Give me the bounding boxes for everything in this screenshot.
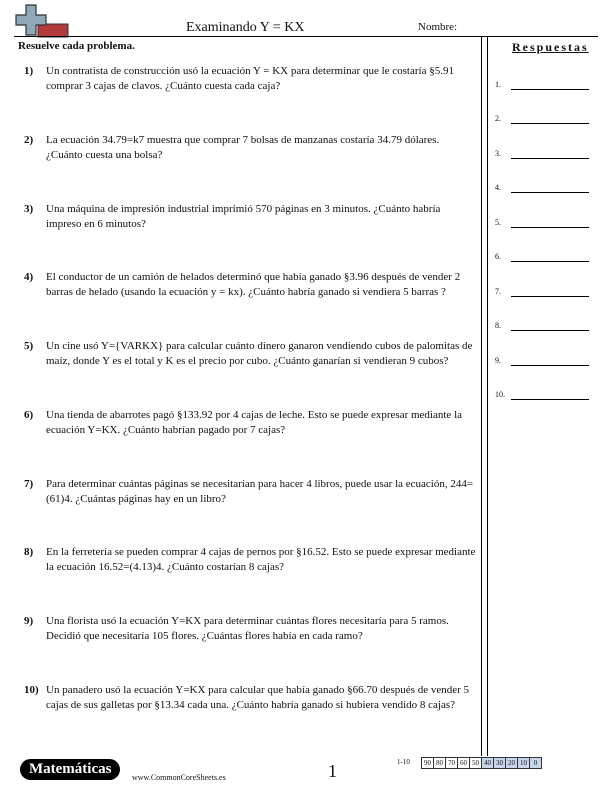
problem-text: Una máquina de impresión industrial imprimió 570 páginas en 3 minutos. ¿Cuánto habría impreso en 6 minutos? (46, 203, 441, 230)
score-cell: 20 (505, 757, 518, 769)
site-url: www.CommonCoreSheets.es (132, 773, 226, 782)
problem-number: 7) (24, 478, 34, 490)
score-table (398, 757, 542, 769)
problem-text: Para determinar cuántas páginas se necesitarían para hacer 4 libros, puede usar la ecuación, 244=(61)4. ¿Cuántas páginas hay en un libro? (46, 478, 474, 505)
answer-line[interactable] (511, 227, 589, 228)
answer-number: 1. (495, 80, 501, 89)
score-cell: 0 (529, 757, 542, 769)
answer-number: 10. (495, 390, 505, 399)
answer-line[interactable] (511, 192, 589, 193)
score-cell: 40 (481, 757, 494, 769)
problem-number: 10) (24, 684, 39, 696)
answer-number: 3. (495, 149, 501, 158)
answer-number: 9. (495, 356, 501, 365)
answer-line[interactable] (511, 123, 589, 124)
problem-text: En la ferretería se pueden comprar 4 cajas de pernos por §16.52. Esto se puede expresar mediante la ecuación 16.52=(4.13)4. ¿Cuánto costarían 8 cajas? (46, 546, 476, 573)
answer-line[interactable] (511, 296, 589, 297)
score-cell: 50 (469, 757, 482, 769)
footer (14, 755, 598, 785)
problem-number: 6) (24, 409, 34, 421)
problem-text: Un contratista de construcción usó la ecuación Y = KX para determinar que le costaría §5.91 comprar 3 cajas de clavos. ¿Cuánto cuesta cada caja? (46, 65, 454, 92)
answer-line[interactable] (511, 158, 589, 159)
problem-number: 8) (24, 546, 34, 558)
answer-row[interactable] (495, 356, 509, 365)
problem-text: Una florista usó la ecuación Y=KX para determinar cuántas flores necesitaría para 5 ramos. Decidió que necesitaría 105 flores. ¿Cuántas flores había en cada ramo? (46, 615, 449, 642)
answer-number: 7. (495, 287, 501, 296)
answer-row[interactable] (495, 149, 509, 158)
answer-number: 6. (495, 252, 501, 261)
answer-row[interactable] (495, 390, 509, 399)
problem-number: 4) (24, 271, 34, 283)
problem-text: La ecuación 34.79=k7 muestra que comprar 7 bolsas de manzanas costaría 34.79 dólares. ¿Cuánto cuesta una bolsa? (46, 134, 440, 161)
logo (14, 4, 70, 38)
answer-row[interactable] (495, 218, 509, 227)
answer-row[interactable] (495, 252, 509, 261)
answer-number: 2. (495, 114, 501, 123)
answer-row[interactable] (495, 321, 509, 330)
problem-number: 1) (24, 65, 34, 77)
problem-number: 3) (24, 203, 34, 215)
column-divider (481, 36, 482, 756)
answer-line[interactable] (511, 89, 589, 90)
answer-row[interactable] (495, 183, 509, 192)
answer-row[interactable] (495, 114, 509, 123)
problem-number: 2) (24, 134, 34, 146)
answer-row[interactable] (495, 287, 509, 296)
page-number: 1 (328, 761, 337, 781)
column-divider-inner (487, 36, 488, 756)
answer-row[interactable] (495, 80, 509, 89)
answer-line[interactable] (511, 365, 589, 366)
answer-line[interactable] (511, 399, 589, 400)
problem-text: Un cine usó Y={VARKX} para calcular cuánto dinero ganaron vendiendo cubos de palomitas de maíz, donde Y es el total y K es el precio por cubo. ¿Cuánto ganarían si vendieran 9 cubos? (46, 340, 473, 367)
instructions: Resuelve cada problema. (18, 40, 135, 52)
answers-title: Respuestas (512, 40, 589, 54)
problem-text: Un panadero usó la ecuación Y=KX para calcular que había ganado §66.70 después de vender 5 cajas de sus galletas por §13.34 cada una. ¿Cuánto habría ganado si hubiera vendido 8 cajas? (46, 684, 470, 711)
problem-text: El conductor de un camión de helados determinó que había ganado §3.96 después de vender 2 barras de helado (usando la ecuación y = kx). ¿Cuánto habría ganado si vendiera 5 barras ? (46, 271, 461, 298)
score-cell: 60 (457, 757, 470, 769)
brand-badge: Matemáticas (20, 759, 120, 780)
answer-line[interactable] (511, 330, 589, 331)
problem-number: 5) (24, 340, 34, 352)
header-rule (14, 36, 598, 37)
answer-number: 8. (495, 321, 501, 330)
answer-number: 4. (495, 183, 501, 192)
score-cell: 10 (517, 757, 530, 769)
name-label: Nombre: (418, 21, 458, 33)
answer-line[interactable] (511, 261, 589, 262)
answer-number: 5. (495, 218, 501, 227)
score-cell: 70 (445, 757, 458, 769)
score-cell: 90 (421, 757, 434, 769)
page-title: Examinando Y = KX (186, 20, 305, 35)
score-cell: 80 (433, 757, 446, 769)
problem-number: 9) (24, 615, 34, 627)
score-range: 1-10 (397, 758, 410, 766)
problem-text: Una tienda de abarrotes pagó §133.92 por 4 cajas de leche. Esto se puede expresar mediante la ecuación Y=KX. ¿Cuánto habrían pagado por 7 cajas? (46, 409, 463, 436)
score-cell: 30 (493, 757, 506, 769)
